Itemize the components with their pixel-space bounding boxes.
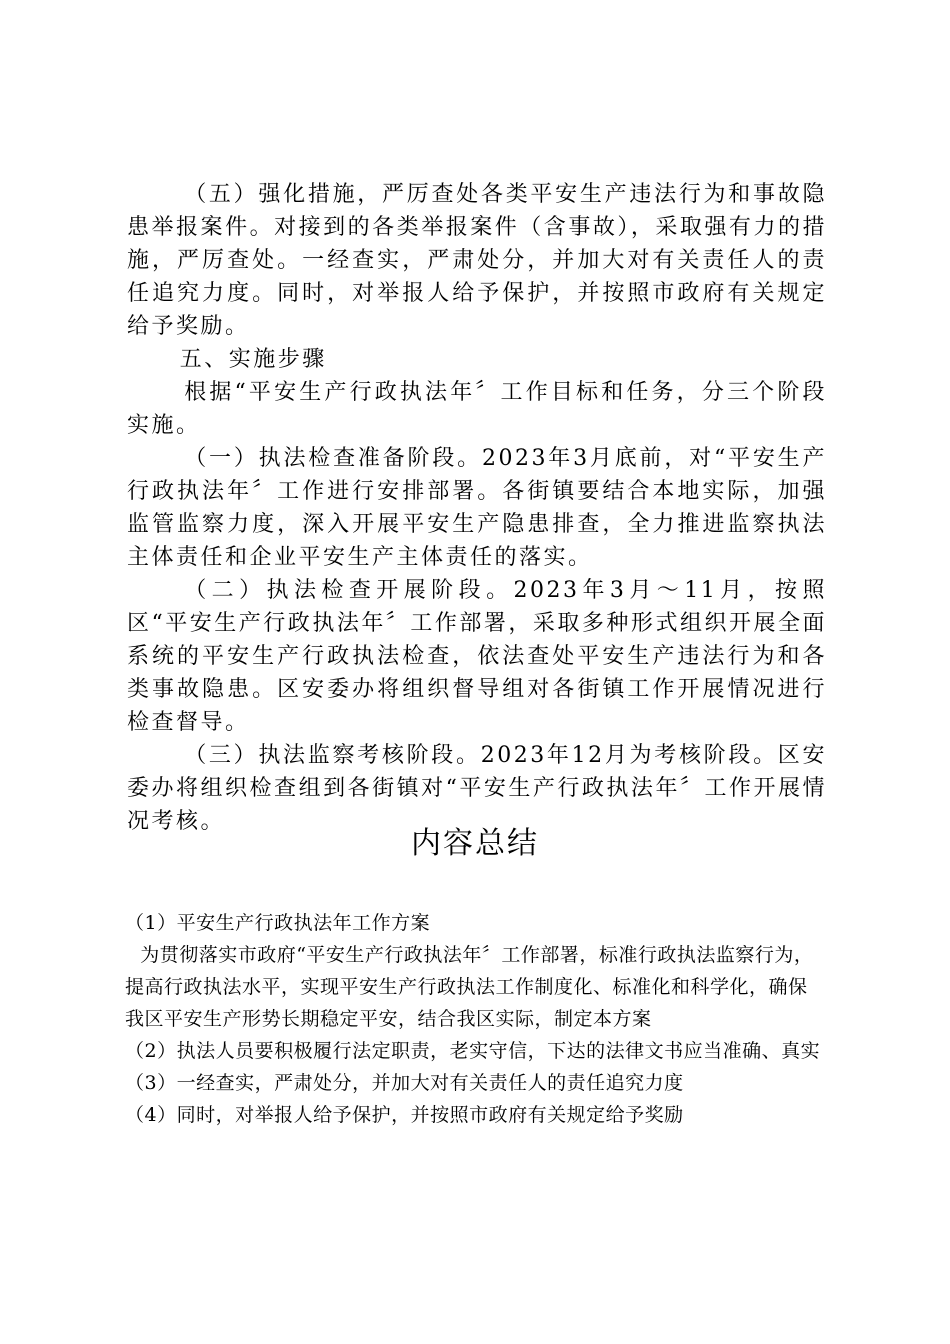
summary-item: （1）平安生产行政执法年工作方案 xyxy=(125,912,431,934)
summary-section xyxy=(125,907,825,1131)
paragraph-measures: （五）强化措施，严厉查处各类平安生产违法行为和事故隐患举报案件。对接到的各类举报案件（含事故），采取强有力的措施，严厉查处。一经查实，严肃处分，并加大对有关责任人的责任追究力度。同时，对举报人给予保护，并按照市政府有关规定给予奖励。 xyxy=(127,182,827,339)
summary-item: （2）执法人员要积极履行法定职责，老实守信，下达的法律文书应当准确、真实 xyxy=(125,1040,821,1062)
summary-item: 为贯彻落实市政府“平安生产行政执法年〞工作部署，标准行政执法监察行为，提高行政执法水平，实现平安生产行政执法工作制度化、标准化和科学化，确保我区平安生产形势长期稳定平安，结合我区实际，制定本方案 xyxy=(125,944,814,1030)
summary-title: 内容总结 xyxy=(411,826,539,861)
summary-item: （3）一经查实，严肃处分，并加大对有关责任人的责任追究力度 xyxy=(125,1072,684,1094)
section-heading-steps: 五、实施步骤 xyxy=(179,347,327,372)
summary-item: （4）同时，对举报人给予保护，并按照市政府有关规定给予奖励 xyxy=(125,1104,684,1126)
paragraph-steps-intro: 根据“平安生产行政执法年〞工作目标和任务，分三个阶段实施。 xyxy=(127,380,827,438)
paragraph-stage-execution: （二）执法检查开展阶段。2023年3月～11月，按照区“平安生产行政执法年〞工作部署，采取多种形式组织开展全面系统的平安生产行政执法检查，依法查处平安生产违法行为和各类事故隐患。区安委办将组织督导组对各街镇工作开展情况进行检查督导。 xyxy=(127,578,827,735)
document-body xyxy=(127,178,827,838)
paragraph-stage-assessment: （三）执法监察考核阶段。2023年12月为考核阶段。区安委办将组织检查组到各街镇对“平安生产行政执法年〞工作开展情况考核。 xyxy=(127,743,827,834)
paragraph-stage-preparation: （一）执法检查准备阶段。2023年3月底前，对“平安生产行政执法年〞工作进行安排部署。各街镇要结合本地实际，加强监管监察力度，深入开展平安生产隐患排查，全力推进监察执法主体责任和企业平安生产主体责任的落实。 xyxy=(127,446,827,570)
